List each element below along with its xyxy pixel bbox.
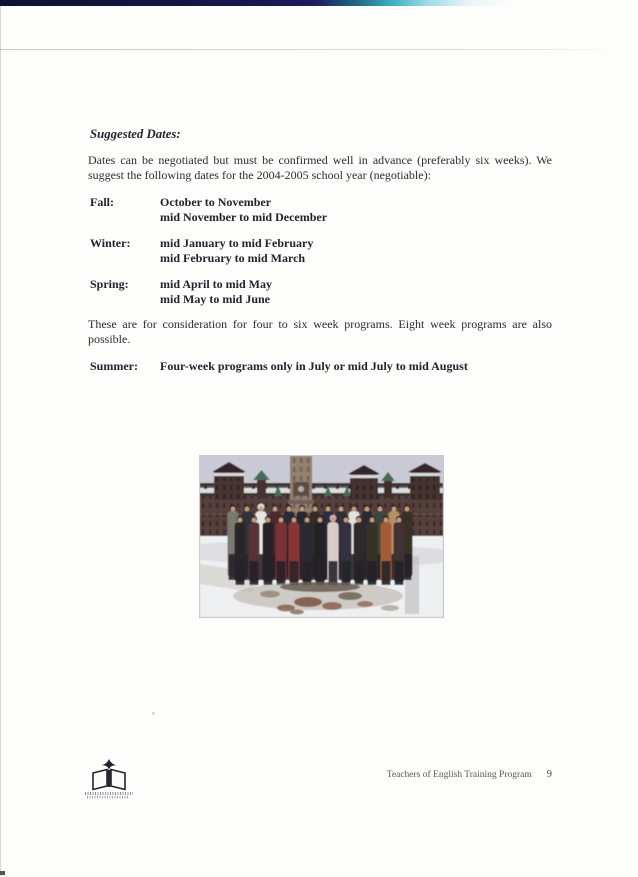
schedule-row-summer <box>90 359 560 374</box>
season-label: Fall: <box>90 195 114 209</box>
season-dates-line: October to November <box>160 195 272 209</box>
note-line-1: These are for consideration for four to six week programs. Eight week programs are also <box>88 317 552 331</box>
page-footer <box>387 769 552 780</box>
season-label: Summer: <box>90 359 138 373</box>
scan-left-edge <box>0 6 1 876</box>
intro-line-2: suggest the following dates for the 2004-2005 school year (negotiable): <box>88 168 431 182</box>
scan-fold-line <box>0 49 638 50</box>
season-dates-line: mid January to mid February <box>160 236 314 250</box>
intro-paragraph <box>88 153 552 183</box>
season-dates-line: mid April to mid May <box>160 277 273 291</box>
season-dates-line: mid February to mid March <box>160 251 306 265</box>
season-label: Winter: <box>90 236 131 250</box>
section-heading: Suggested Dates: <box>90 127 181 141</box>
logo-caption-smudge <box>85 792 133 799</box>
scan-edge-band <box>0 0 510 6</box>
group-photo <box>200 456 443 617</box>
scan-speck <box>152 712 155 715</box>
schedule-row-fall <box>90 195 560 225</box>
footer-program-name: Teachers of English Training Program <box>386 770 532 780</box>
scan-corner-speck <box>0 871 5 875</box>
schedule-row-spring <box>90 277 560 307</box>
intro-line-1: Dates can be negotiated but must be confirmed well in advance (preferably six weeks). We <box>88 153 552 167</box>
schedule-row-winter <box>90 236 560 266</box>
season-dates-line: Four-week programs only in July or mid July to mid August <box>160 359 468 373</box>
season-dates-line: mid May to mid June <box>160 292 271 306</box>
season-label: Spring: <box>90 277 129 291</box>
note-paragraph <box>88 317 552 347</box>
footer-page-number: 9 <box>546 769 552 780</box>
season-dates-line: mid November to mid December <box>160 210 328 224</box>
note-line-2: possible. <box>88 332 131 346</box>
